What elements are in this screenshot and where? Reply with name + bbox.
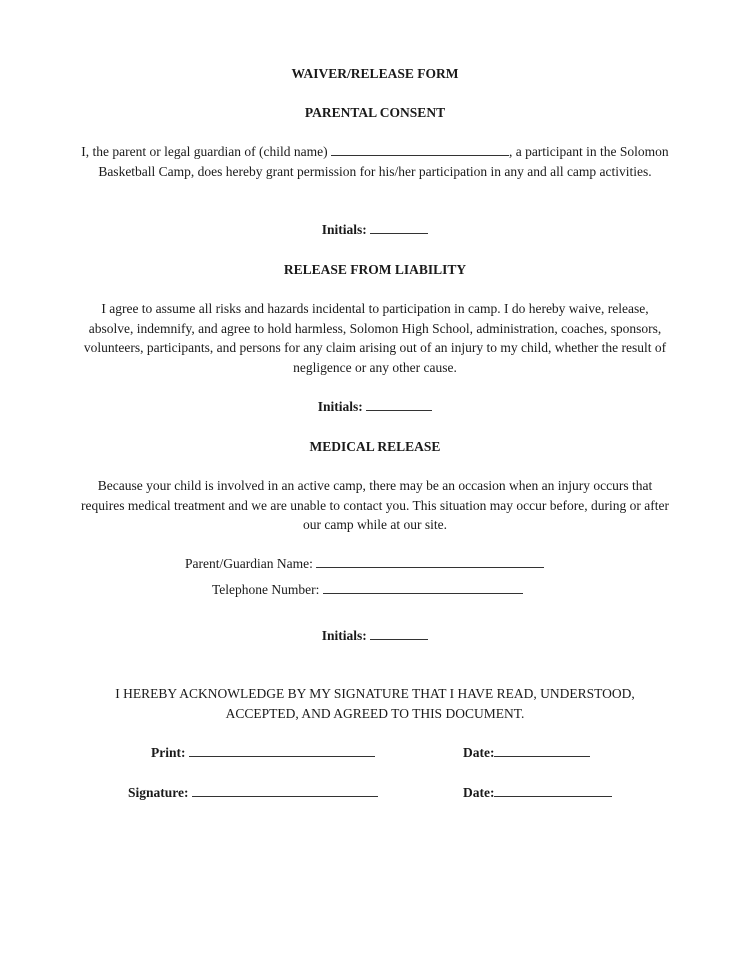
initials-label: Initials: (317, 399, 363, 414)
telephone-field[interactable] (323, 580, 523, 594)
acknowledgment-text: I HEREBY ACKNOWLEDGE BY MY SIGNATURE THAT I HAVE READ, UNDERSTOOD, ACCEPTED, AND AGREED TO THIS DOCUMENT. (115, 686, 635, 721)
medical-release-heading: MEDICAL RELEASE (309, 439, 441, 454)
initials-field-1[interactable] (370, 220, 428, 234)
date-row-1 (463, 743, 590, 763)
signature-label: Signature: (128, 785, 189, 800)
signature-field[interactable] (192, 783, 378, 797)
consent-text-after: , a participant in the Solomon Basketball Camp, does hereby grant permission for his/her participation in any and all camp activities. (98, 144, 669, 179)
date-label: Date: (463, 745, 495, 760)
release-liability-heading: RELEASE FROM LIABILITY (283, 262, 467, 277)
date-row-2 (463, 783, 612, 803)
print-row (151, 743, 375, 763)
medical-release-paragraph: Because your child is involved in an active camp, there may be an occasion when an injury occurs that requires medical treatment and we are unable to contact you. This situation may occur before, during or after our camp while at our site. (81, 478, 669, 532)
date-field-1[interactable] (494, 743, 590, 757)
parental-consent-heading: PARENTAL CONSENT (304, 105, 446, 120)
guardian-name-row (185, 554, 544, 574)
print-label: Print: (151, 745, 186, 760)
parental-consent-paragraph (78, 142, 672, 181)
telephone-row (212, 580, 523, 600)
initials-field-3[interactable] (370, 626, 428, 640)
telephone-label: Telephone Number: (212, 582, 320, 597)
child-name-field[interactable] (331, 142, 509, 156)
form-title: WAIVER/RELEASE FORM (291, 66, 459, 81)
initials-field-2[interactable] (366, 397, 432, 411)
date-label: Date: (463, 785, 495, 800)
guardian-name-label: Parent/Guardian Name: (185, 556, 313, 571)
initials-row-1 (0, 220, 750, 240)
initials-label: Initials: (321, 628, 367, 643)
consent-text-before: I, the parent or legal guardian of (child name) (81, 144, 328, 159)
guardian-name-field[interactable] (316, 554, 544, 568)
initials-row-3 (0, 626, 750, 646)
initials-row-2 (0, 397, 750, 417)
signature-row (128, 783, 378, 803)
date-field-2[interactable] (494, 783, 612, 797)
release-liability-paragraph: I agree to assume all risks and hazards incidental to participation in camp. I do hereby waive, release, absolve, indemnify, and agree to hold harmless, Solomon High School, administration, coaches, sponsors, volunteers, participants, and persons for any claim arising out of an injury to my child, whether the result of negligence or any other cause. (83, 301, 667, 375)
initials-label: Initials: (321, 222, 367, 237)
print-name-field[interactable] (189, 743, 375, 757)
